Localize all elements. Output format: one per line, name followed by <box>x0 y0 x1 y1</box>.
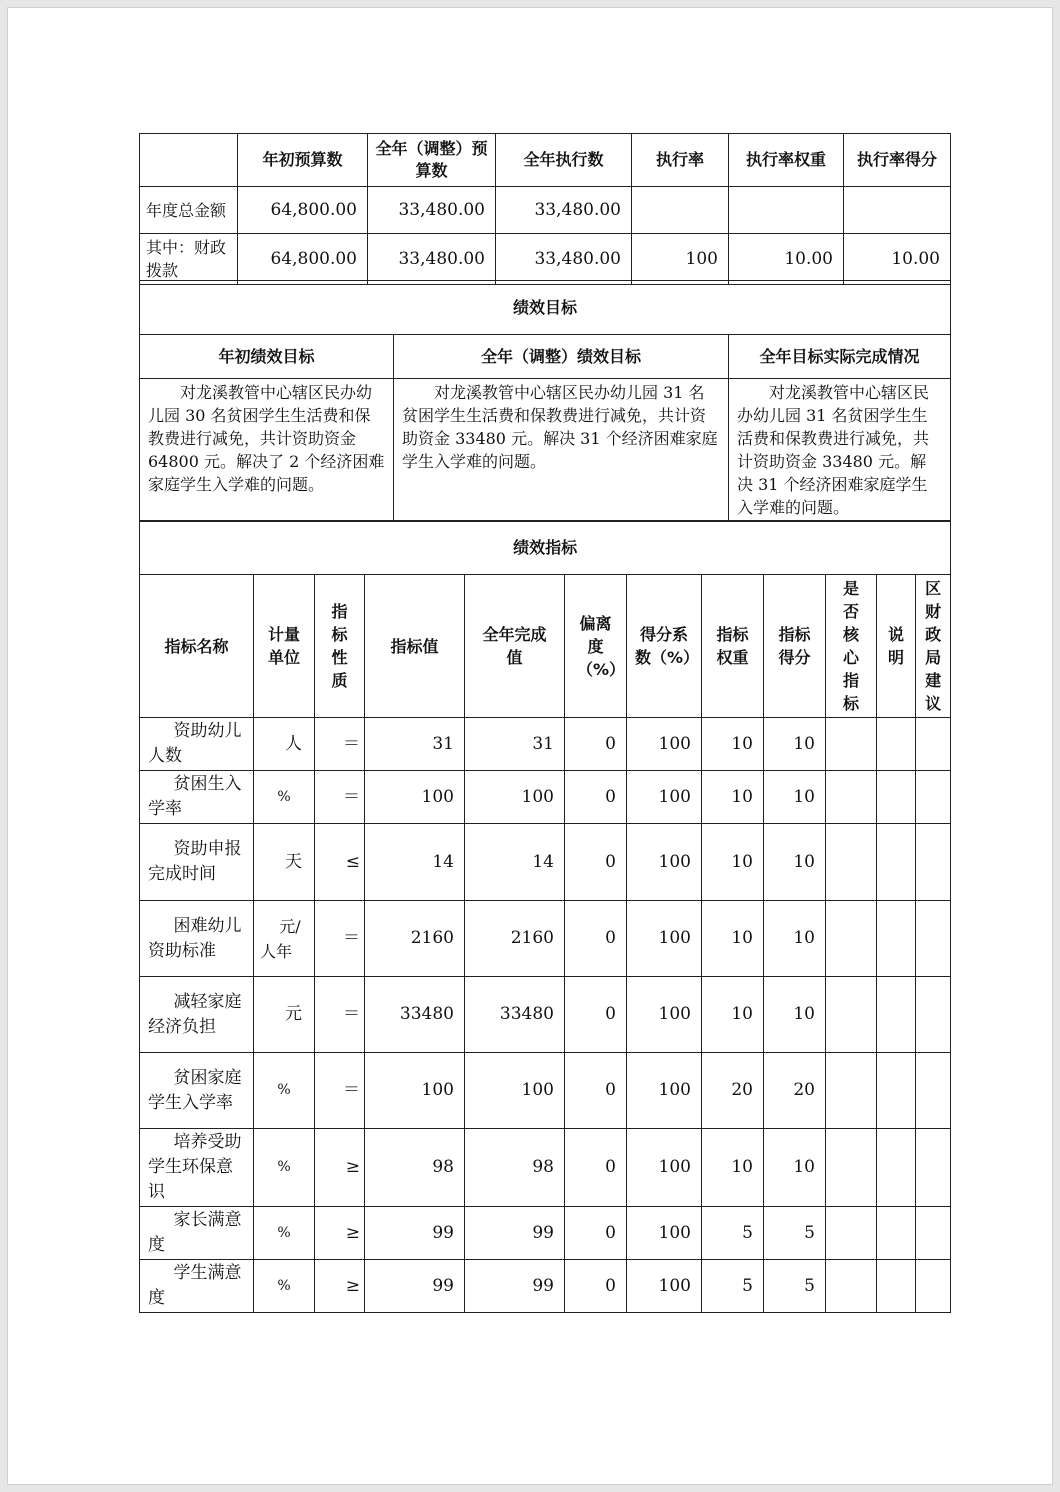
indicator-name: 资助申报完成时间 <box>140 824 254 901</box>
budget-header-initial: 年初预算数 <box>238 134 368 187</box>
indicator-actual: 31 <box>465 718 565 771</box>
indicator-actual: 98 <box>465 1129 565 1207</box>
indicator-weight: 10 <box>702 824 764 901</box>
indicator-deviation: 0 <box>565 1207 627 1260</box>
goals-actual-text: 对龙溪教管中心辖区民办幼儿园 31 名贫困学生生活费和保教费进行减免，共计资助资金 33480 元。解决 31 个经济困难家庭学生入学难的问题。 <box>729 379 951 522</box>
indicator-actual: 2160 <box>465 901 565 977</box>
indicator-target: 2160 <box>365 901 465 977</box>
indicator-score: 5 <box>764 1207 826 1260</box>
indicator-core-cell <box>826 1129 877 1207</box>
indicator-weight: 10 <box>702 771 764 824</box>
indicator-core-cell <box>826 977 877 1053</box>
budget-score-value: 10.00 <box>844 234 951 285</box>
indicator-row <box>140 824 951 901</box>
indicator-coefficient: 100 <box>627 771 702 824</box>
indicator-actual: 14 <box>465 824 565 901</box>
budget-header-rate: 执行率 <box>632 134 729 187</box>
indicator-target: 98 <box>365 1129 465 1207</box>
indicator-coefficient: 100 <box>627 1260 702 1313</box>
budget-row-total <box>140 187 951 234</box>
indicators-header-deviation: 偏离度（%） <box>565 575 627 718</box>
indicator-coefficient: 100 <box>627 824 702 901</box>
indicator-unit: % <box>254 1260 315 1313</box>
indicator-weight: 5 <box>702 1260 764 1313</box>
indicator-unit: % <box>254 1129 315 1207</box>
indicator-core-cell <box>826 1260 877 1313</box>
indicator-note-cell <box>877 1129 916 1207</box>
indicators-header-target: 指标值 <box>365 575 465 718</box>
indicator-note-cell <box>877 1053 916 1129</box>
indicators-title-row <box>140 521 951 575</box>
indicator-coefficient: 100 <box>627 1053 702 1129</box>
indicator-deviation: 0 <box>565 1129 627 1207</box>
indicator-name: 家长满意度 <box>140 1207 254 1260</box>
goals-header-adjusted: 全年（调整）绩效目标 <box>394 335 729 379</box>
goals-header-initial: 年初绩效目标 <box>140 335 394 379</box>
budget-header-weight: 执行率权重 <box>729 134 844 187</box>
budget-initial-value: 64,800.00 <box>238 234 368 285</box>
indicator-score: 10 <box>764 824 826 901</box>
indicator-name: 培养受助学生环保意识 <box>140 1129 254 1207</box>
indicator-suggestion-cell <box>916 771 951 824</box>
indicator-coefficient: 100 <box>627 718 702 771</box>
indicator-actual: 99 <box>465 1207 565 1260</box>
indicator-note-cell <box>877 1207 916 1260</box>
indicator-note-cell <box>877 977 916 1053</box>
indicator-unit: 人 <box>254 718 315 771</box>
budget-executed-value: 33,480.00 <box>496 234 632 285</box>
indicator-row <box>140 977 951 1053</box>
budget-score-value <box>844 187 951 234</box>
indicator-coefficient: 100 <box>627 1129 702 1207</box>
budget-rate-value <box>632 187 729 234</box>
indicator-deviation: 0 <box>565 771 627 824</box>
goals-header-actual: 全年目标实际完成情况 <box>729 335 951 379</box>
indicator-name: 学生满意度 <box>140 1260 254 1313</box>
indicator-score: 10 <box>764 718 826 771</box>
indicator-name: 困难幼儿资助标准 <box>140 901 254 977</box>
indicators-table <box>139 520 951 1313</box>
budget-executed-value: 33,480.00 <box>496 187 632 234</box>
goals-adjusted-text: 对龙溪教管中心辖区民办幼儿园 31 名贫困学生生活费和保教费进行减免，共计资助资金 33480 元。解决 31 个经济困难家庭学生入学难的问题。 <box>394 379 729 522</box>
indicator-nature: ＝ <box>315 718 365 771</box>
indicator-score: 20 <box>764 1053 826 1129</box>
budget-weight-value <box>729 187 844 234</box>
indicator-core-cell <box>826 1207 877 1260</box>
indicator-score: 10 <box>764 1129 826 1207</box>
indicators-header-name: 指标名称 <box>140 575 254 718</box>
goals-header-row <box>140 335 951 379</box>
indicator-nature: ＝ <box>315 901 365 977</box>
indicator-note-cell <box>877 771 916 824</box>
indicator-suggestion-cell <box>916 1260 951 1313</box>
indicator-weight: 10 <box>702 977 764 1053</box>
indicator-core-cell <box>826 901 877 977</box>
budget-adjusted-value: 33,480.00 <box>368 187 496 234</box>
indicator-row <box>140 1207 951 1260</box>
indicators-header-score: 指标得分 <box>764 575 826 718</box>
indicator-deviation: 0 <box>565 1053 627 1129</box>
indicator-suggestion-cell <box>916 977 951 1053</box>
indicator-unit: 元 <box>254 977 315 1053</box>
indicator-deviation: 0 <box>565 824 627 901</box>
indicator-target: 31 <box>365 718 465 771</box>
indicators-header-coefficient: 得分系数（%） <box>627 575 702 718</box>
indicator-row <box>140 718 951 771</box>
indicator-row <box>140 901 951 977</box>
indicator-actual: 100 <box>465 1053 565 1129</box>
goals-content-row <box>140 379 951 522</box>
indicator-unit: % <box>254 771 315 824</box>
indicator-nature: ≥ <box>315 1129 365 1207</box>
indicators-header-weight: 指标权重 <box>702 575 764 718</box>
indicator-score: 10 <box>764 901 826 977</box>
indicator-row <box>140 1260 951 1313</box>
indicator-nature: ＝ <box>315 1053 365 1129</box>
budget-table <box>139 133 951 285</box>
indicator-name: 资助幼儿人数 <box>140 718 254 771</box>
indicator-nature: ＝ <box>315 977 365 1053</box>
budget-header-blank <box>140 134 238 187</box>
budget-header-executed: 全年执行数 <box>496 134 632 187</box>
budget-adjusted-value: 33,480.00 <box>368 234 496 285</box>
indicator-name: 贫困家庭学生入学率 <box>140 1053 254 1129</box>
budget-header-row <box>140 134 951 187</box>
indicator-name: 减轻家庭经济负担 <box>140 977 254 1053</box>
indicator-target: 99 <box>365 1260 465 1313</box>
indicator-actual: 99 <box>465 1260 565 1313</box>
indicator-unit: % <box>254 1053 315 1129</box>
indicators-header-row <box>140 575 951 718</box>
indicators-section-title: 绩效指标 <box>140 521 951 575</box>
indicator-core-cell <box>826 1053 877 1129</box>
budget-rate-value: 100 <box>632 234 729 285</box>
indicator-target: 99 <box>365 1207 465 1260</box>
indicators-header-unit: 计量单位 <box>254 575 315 718</box>
indicator-weight: 10 <box>702 718 764 771</box>
indicator-score: 10 <box>764 977 826 1053</box>
indicator-target: 100 <box>365 1053 465 1129</box>
indicator-nature: ＝ <box>315 771 365 824</box>
indicator-unit: 元/人年 <box>254 901 315 977</box>
indicators-header-nature: 指标性质 <box>315 575 365 718</box>
indicator-weight: 5 <box>702 1207 764 1260</box>
indicator-target: 33480 <box>365 977 465 1053</box>
indicator-nature: ≤ <box>315 824 365 901</box>
indicator-weight: 10 <box>702 901 764 977</box>
indicator-suggestion-cell <box>916 901 951 977</box>
budget-header-score: 执行率得分 <box>844 134 951 187</box>
indicator-score: 5 <box>764 1260 826 1313</box>
indicator-nature: ≥ <box>315 1207 365 1260</box>
indicator-row <box>140 771 951 824</box>
indicator-suggestion-cell <box>916 1207 951 1260</box>
indicator-coefficient: 100 <box>627 901 702 977</box>
indicator-note-cell <box>877 718 916 771</box>
indicators-header-note: 说明 <box>877 575 916 718</box>
indicator-unit: % <box>254 1207 315 1260</box>
indicator-suggestion-cell <box>916 718 951 771</box>
indicator-actual: 33480 <box>465 977 565 1053</box>
budget-header-adjusted: 全年（调整）预算数 <box>368 134 496 187</box>
indicator-actual: 100 <box>465 771 565 824</box>
indicators-header-actual: 全年完成值 <box>465 575 565 718</box>
indicator-unit: 天 <box>254 824 315 901</box>
goals-initial-text: 对龙溪教管中心辖区民办幼儿园 30 名贫困学生生活费和保教费进行减免，共计资助资金 64800 元。解决了 2 个经济困难家庭学生入学难的问题。 <box>140 379 394 522</box>
budget-initial-value: 64,800.00 <box>238 187 368 234</box>
goals-section-title: 绩效目标 <box>140 281 951 335</box>
budget-row-label: 其中：财政拨款 <box>140 234 238 285</box>
indicator-target: 100 <box>365 771 465 824</box>
indicator-coefficient: 100 <box>627 1207 702 1260</box>
indicator-note-cell <box>877 824 916 901</box>
indicator-row <box>140 1129 951 1207</box>
indicator-score: 10 <box>764 771 826 824</box>
indicator-deviation: 0 <box>565 977 627 1053</box>
indicator-note-cell <box>877 901 916 977</box>
indicator-suggestion-cell <box>916 1053 951 1129</box>
budget-weight-value: 10.00 <box>729 234 844 285</box>
indicator-deviation: 0 <box>565 901 627 977</box>
indicator-deviation: 0 <box>565 1260 627 1313</box>
indicator-core-cell <box>826 771 877 824</box>
budget-row-label: 年度总金额 <box>140 187 238 234</box>
indicator-weight: 20 <box>702 1053 764 1129</box>
budget-row-fiscal <box>140 234 951 285</box>
indicator-name: 贫困生入学率 <box>140 771 254 824</box>
indicator-core-cell <box>826 824 877 901</box>
indicators-header-core: 是否核心指标 <box>826 575 877 718</box>
indicator-row <box>140 1053 951 1129</box>
indicators-header-suggestion: 区财政局建议 <box>916 575 951 718</box>
indicator-core-cell <box>826 718 877 771</box>
indicator-suggestion-cell <box>916 1129 951 1207</box>
goals-table <box>139 280 951 522</box>
indicator-target: 14 <box>365 824 465 901</box>
indicator-weight: 10 <box>702 1129 764 1207</box>
indicator-nature: ≥ <box>315 1260 365 1313</box>
indicator-suggestion-cell <box>916 824 951 901</box>
indicator-deviation: 0 <box>565 718 627 771</box>
indicator-note-cell <box>877 1260 916 1313</box>
indicator-coefficient: 100 <box>627 977 702 1053</box>
goals-title-row <box>140 281 951 335</box>
